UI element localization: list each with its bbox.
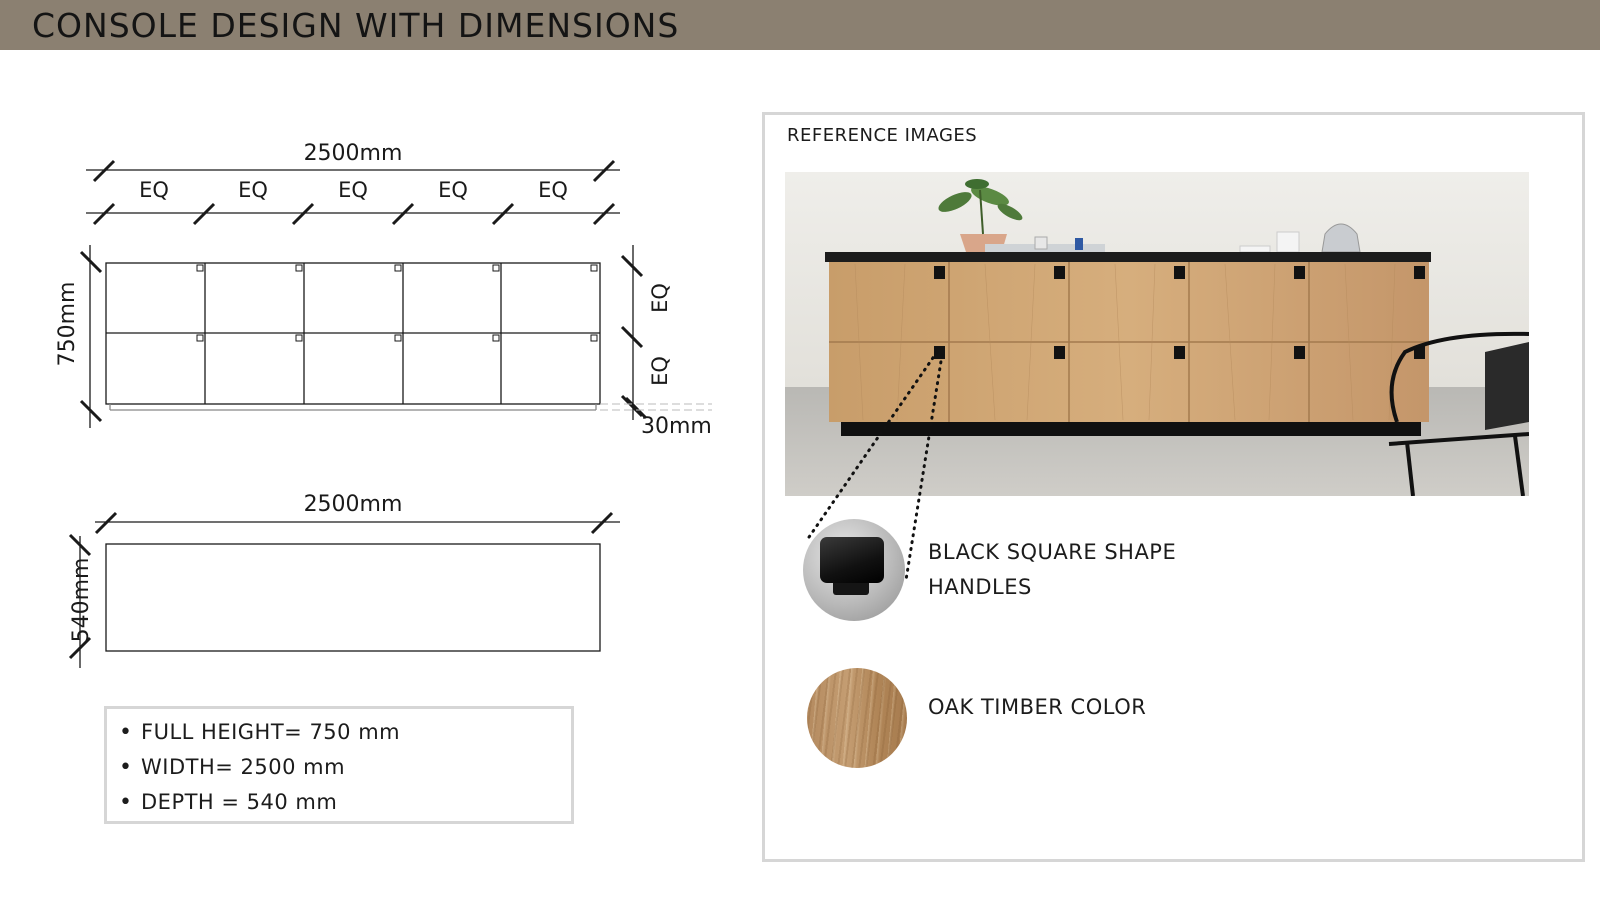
plan-depth-label: 540mm [69,557,94,643]
page-title: CONSOLE DESIGN WITH DIMENSIONS [32,6,680,45]
cabinet-elevation [106,263,600,410]
row-label-top: EQ [648,283,672,313]
plinth-label: 30mm [641,414,712,439]
row-label-bottom: EQ [648,356,672,386]
plan-width-label: 2500mm [303,492,403,517]
handle-swatch [803,519,905,621]
handle-label-line2: HANDLES [928,575,1032,599]
spec-full-height: • FULL HEIGHT= 750 mm [141,715,571,750]
handle-label [928,535,1176,605]
handle-label-line1: BLACK SQUARE SHAPE [928,540,1177,564]
module-label-1: EQ [139,178,169,202]
oak-label: OAK TIMBER COLOR [928,695,1147,719]
overall-width-label: 2500mm [303,141,403,166]
reference-heading: REFERENCE IMAGES [787,125,978,146]
row-dimension [600,245,712,420]
oak-swatch [807,668,907,768]
module-label-2: EQ [238,178,268,202]
height-label: 750mm [55,281,80,367]
module-label-3: EQ [338,178,368,202]
plan-dimension [70,513,620,668]
plan-top-outline [106,544,600,651]
module-label-4: EQ [438,178,468,202]
height-dimension [81,245,101,428]
module-label-5: EQ [538,178,568,202]
spec-width: • WIDTH= 2500 mm [141,750,571,785]
reference-panel [762,112,1585,862]
spec-box [104,706,574,824]
knob-top [820,537,884,583]
spec-depth: • DEPTH = 540 mm [141,785,571,820]
cabinet-handles [197,265,597,341]
